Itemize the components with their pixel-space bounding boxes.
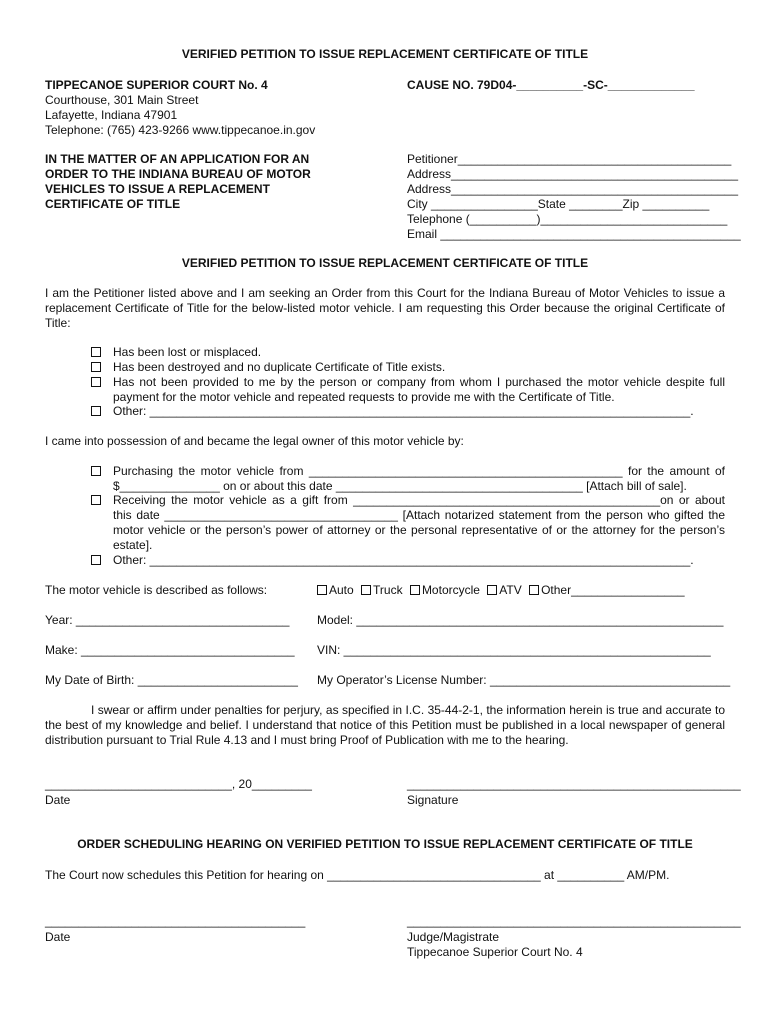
signature-field[interactable]: __________________________________________________ (407, 777, 741, 791)
vehicle-other-field[interactable]: Other_________________ (541, 583, 685, 597)
address-field-1[interactable]: Address___________________________________________ (407, 167, 738, 181)
reason-other-field[interactable]: Other: _________________________________________________________________________________. (113, 404, 694, 418)
signature-label: Signature (407, 793, 459, 807)
operator-license-field[interactable]: My Operator’s License Number: ____________________________________ (317, 673, 731, 687)
vehicle-atv-checkbox[interactable] (487, 585, 497, 595)
possession-intro: I came into possession of and became the legal owner of this motor vehicle by: (45, 434, 464, 448)
vehicle-description-label: The motor vehicle is described as follows: (45, 583, 268, 597)
judge-label: Judge/Magistrate (407, 930, 500, 944)
vehicle-auto-checkbox[interactable] (317, 585, 327, 595)
section-title: VERIFIED PETITION TO ISSUE REPLACEMENT CERTIFICATE OF TITLE (181, 256, 589, 270)
matter-line-1: IN THE MATTER OF AN APPLICATION FOR AN (45, 152, 310, 166)
petition-date-field[interactable]: ____________________________, 20_________ (45, 777, 312, 791)
make-field[interactable]: Make: ________________________________ (45, 643, 295, 657)
vehicle-atv-label: ATV (499, 583, 522, 597)
judge-signature-field[interactable]: __________________________________________________ (407, 914, 741, 928)
matter-line-4: CERTIFICATE OF TITLE (45, 197, 181, 211)
court-name: TIPPECANOE SUPERIOR COURT No. 4 (45, 78, 268, 92)
court-telephone: Telephone: (765) 423-9266 (45, 123, 190, 137)
address-field-2[interactable]: Address___________________________________________ (407, 182, 738, 196)
year-field[interactable]: Year: ________________________________ (45, 613, 290, 627)
vehicle-motorcycle-checkbox[interactable] (410, 585, 420, 595)
page-title: VERIFIED PETITION TO ISSUE REPLACEMENT CERTIFICATE OF TITLE (181, 47, 589, 61)
possession-purchase-checkbox[interactable] (91, 466, 101, 476)
vehicle-auto-label: Auto (329, 583, 354, 597)
vehicle-other-checkbox[interactable] (529, 585, 539, 595)
court-telephone-line (45, 123, 315, 138)
reason-other-checkbox[interactable] (91, 406, 101, 416)
reason-lost-label: Has been lost or misplaced. (113, 345, 262, 359)
order-title: ORDER SCHEDULING HEARING ON VERIFIED PETITION TO ISSUE REPLACEMENT CERTIFICATE OF TITLE (77, 837, 693, 851)
possession-purchase-text: Purchasing the motor vehicle from _______________________________________________ for the amount of $_______________ on or about this date _____________________________________ [Attach bill of sale]. (113, 464, 725, 493)
possession-gift-text: Receiving the motor vehicle as a gift from ______________________________________________on or about this date ___________________________________ [Attach notarized statement from the person who gifted the motor vehicle or the person’s power of attorney or the personal representative of or the attorney for the person’s estate]. (113, 493, 725, 552)
vehicle-truck-checkbox[interactable] (361, 585, 371, 595)
petition-date-label: Date (45, 793, 71, 807)
vehicle-type-options (317, 583, 685, 598)
date-of-birth-field[interactable]: My Date of Birth: ________________________ (45, 673, 298, 687)
intro-paragraph: I am the Petitioner listed above and I am seeking an Order from this Court for the Indiana Bureau of Motor Vehicles to issue a replacement Certificate of Title for the below-listed motor vehicle. I am requesting this Order because the original Certificate of Title: (45, 286, 725, 330)
order-date-field[interactable]: _______________________________________ (45, 914, 306, 928)
possession-gift-checkbox[interactable] (91, 495, 101, 505)
reason-lost-checkbox[interactable] (91, 347, 101, 357)
reason-not-provided-checkbox[interactable] (91, 377, 101, 387)
reason-destroyed-label: Has been destroyed and no duplicate Certificate of Title exists. (113, 360, 446, 374)
cause-number: CAUSE NO. 79D04-__________-SC-_____________ (407, 78, 695, 92)
reason-not-provided-label: Has not been provided to me by the person or company from whom I purchased the motor vehicle despite full payment for the motor vehicle and repeated requests to provide me with the Certificate of Title. (113, 375, 725, 404)
possession-other-field[interactable]: Other: _________________________________________________________________________________. (113, 553, 694, 567)
court-address-line-2: Lafayette, Indiana 47901 (45, 108, 178, 122)
model-field[interactable]: Model: _______________________________________________________ (317, 613, 724, 627)
oath-paragraph: I swear or affirm under penalties for perjury, as specified in I.C. 35-44-2-1, the information herein is true and accurate to the best of my knowledge and belief. I understand that notice of this Petition must be published in a local newspaper of general distribution pursuant to Trial Rule 4.13 and I must bring Proof of Publication with me to the hearing. (45, 703, 725, 747)
reason-destroyed-checkbox[interactable] (91, 362, 101, 372)
order-date-label: Date (45, 930, 71, 944)
hearing-schedule-field[interactable]: The Court now schedules this Petition for hearing on ________________________________ at __________ AM/PM. (45, 868, 670, 882)
vehicle-truck-label: Truck (373, 583, 403, 597)
email-field[interactable]: Email _____________________________________________ (407, 227, 741, 241)
matter-line-2: ORDER TO THE INDIANA BUREAU OF MOTOR (45, 167, 311, 181)
petitioner-field[interactable]: Petitioner_________________________________________ (407, 152, 732, 166)
city-state-zip-field[interactable]: City ________________State ________Zip __________ (407, 197, 710, 211)
court-website-link[interactable]: www.tippecanoe.in.gov (192, 123, 316, 137)
vin-field[interactable]: VIN: _______________________________________________________ (317, 643, 711, 657)
matter-line-3: VEHICLES TO ISSUE A REPLACEMENT (45, 182, 270, 196)
telephone-field[interactable]: Telephone (__________)____________________________ (407, 212, 728, 226)
court-address-line-1: Courthouse, 301 Main Street (45, 93, 199, 107)
court-signature-label: Tippecanoe Superior Court No. 4 (407, 945, 583, 959)
possession-other-checkbox[interactable] (91, 555, 101, 565)
vehicle-motorcycle-label: Motorcycle (421, 583, 480, 597)
